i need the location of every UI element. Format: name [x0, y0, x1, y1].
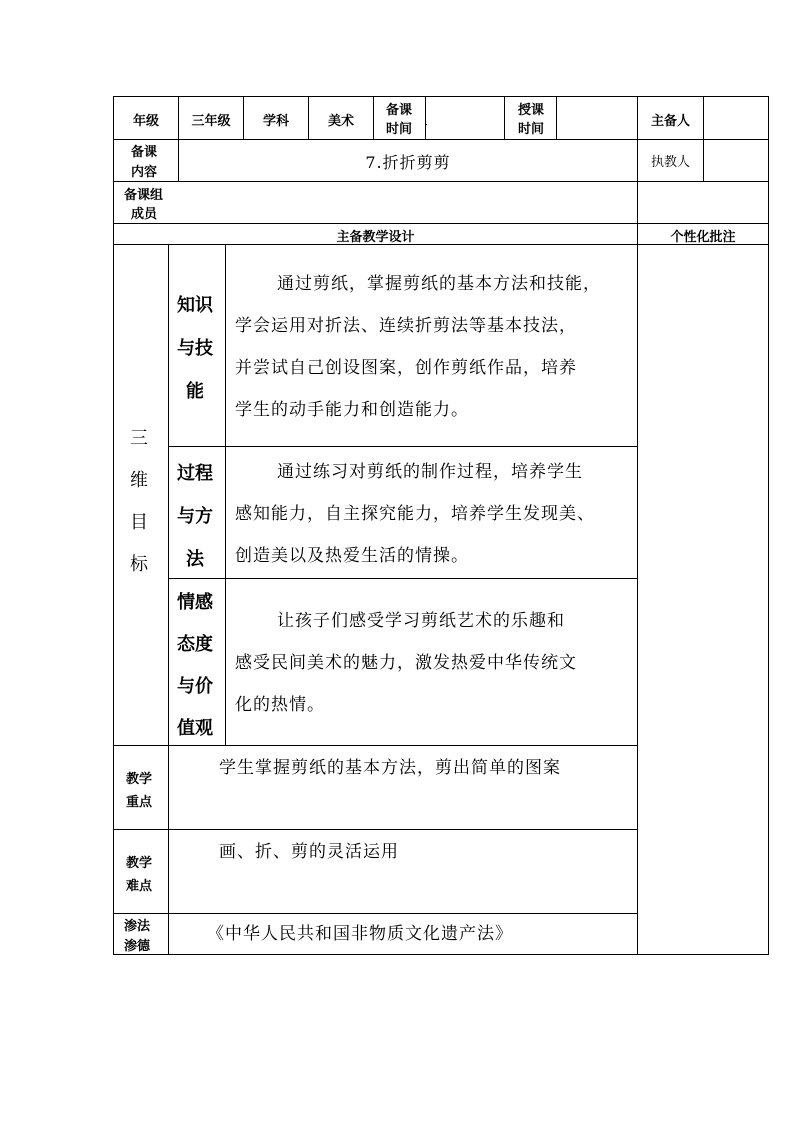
col-divider [504, 96, 505, 139]
group-members-label: 成员 [131, 207, 158, 222]
knowledge-label: 与技 [177, 338, 213, 359]
prep-content-label: 备课 [131, 145, 158, 160]
emotion-label: 情感 [177, 592, 213, 613]
moral-text: 《中华人民共和国非物质文化遗产法》 [207, 924, 513, 944]
prep-time-label: 备课 [386, 103, 413, 118]
prep-time-label: 时间 [386, 122, 413, 137]
process-label: 过程 [177, 463, 213, 484]
key-points-text: 学生掌握剪纸的基本方法，剪出简单的图案 [219, 758, 561, 778]
col-divider [168, 244, 169, 955]
side-char: 三 [130, 428, 148, 449]
emotion-label: 值观 [177, 718, 213, 739]
process-text: 创造美以及热爱生活的情操。 [235, 546, 469, 566]
col-divider [225, 244, 226, 746]
key-points-label: 重点 [126, 795, 153, 810]
prep-time-value-empty [426, 124, 427, 125]
grade-label: 年级 [132, 114, 159, 129]
process-label: 与方 [177, 506, 213, 527]
main-design-header: 主备教学设计 [336, 230, 415, 245]
knowledge-text: 并尝试自己创设图案，创作剪纸作品，培养 [235, 358, 577, 378]
subject-label: 学科 [262, 114, 289, 129]
emotion-text: 让孩子们感受学习剪纸艺术的乐趣和 [277, 611, 565, 631]
row-divider [113, 181, 769, 182]
col-divider [425, 96, 426, 139]
knowledge-text: 学会运用对折法、连续折剪法等基本技法， [235, 316, 577, 336]
process-label: 法 [186, 549, 204, 570]
row-divider [113, 829, 637, 830]
side-char: 维 [130, 470, 148, 491]
emotion-text: 化的热情。 [235, 695, 325, 715]
knowledge-label: 知识 [177, 295, 213, 316]
moral-label: 渗德 [124, 939, 151, 954]
side-char: 标 [130, 554, 148, 575]
row-divider [168, 446, 637, 447]
row-divider [113, 745, 637, 746]
key-points-label: 教学 [126, 772, 153, 787]
lead-preparer-label: 主备人 [650, 114, 690, 129]
row-divider [113, 223, 769, 224]
teach-time-label: 授课 [518, 103, 545, 118]
difficulties-label: 难点 [126, 879, 153, 894]
table-border-bottom [113, 954, 769, 955]
col-divider [637, 96, 638, 955]
process-text: 通过练习对剪纸的制作过程，培养学生 [277, 462, 583, 482]
subject-value: 美术 [327, 114, 354, 129]
prep-content-label: 内容 [131, 165, 158, 180]
process-text: 感知能力，自主探究能力，培养学生发现美、 [235, 504, 595, 524]
emotion-text: 感受民间美术的魅力，激发热爱中华传统文 [235, 653, 577, 673]
group-members-label: 备课组 [124, 188, 164, 203]
table-border-left [113, 96, 114, 955]
knowledge-text: 通过剪纸，掌握剪纸的基本方法和技能， [277, 274, 601, 294]
knowledge-label: 能 [186, 381, 204, 402]
difficulties-label: 教学 [126, 856, 153, 871]
table-border-right [768, 96, 769, 955]
moral-label: 渗法 [124, 919, 151, 934]
table-border-top [113, 96, 769, 97]
difficulties-text: 画、折、剪的灵活运用 [219, 842, 399, 862]
col-divider [703, 96, 704, 182]
teacher-label: 执教人 [650, 155, 690, 170]
teach-time-label: 时间 [518, 122, 545, 137]
col-divider [373, 96, 374, 139]
personal-notes-header: 个性化批注 [670, 230, 736, 245]
row-divider [168, 578, 637, 579]
emotion-label: 与价 [177, 676, 213, 697]
col-divider [556, 96, 557, 139]
knowledge-text: 学生的动手能力和创造能力。 [235, 400, 469, 420]
row-divider [113, 139, 769, 140]
side-char: 目 [130, 512, 148, 533]
grade-value: 三年级 [191, 114, 231, 129]
lesson-title: 7.折折剪剪 [365, 153, 451, 172]
emotion-label: 态度 [177, 634, 213, 655]
